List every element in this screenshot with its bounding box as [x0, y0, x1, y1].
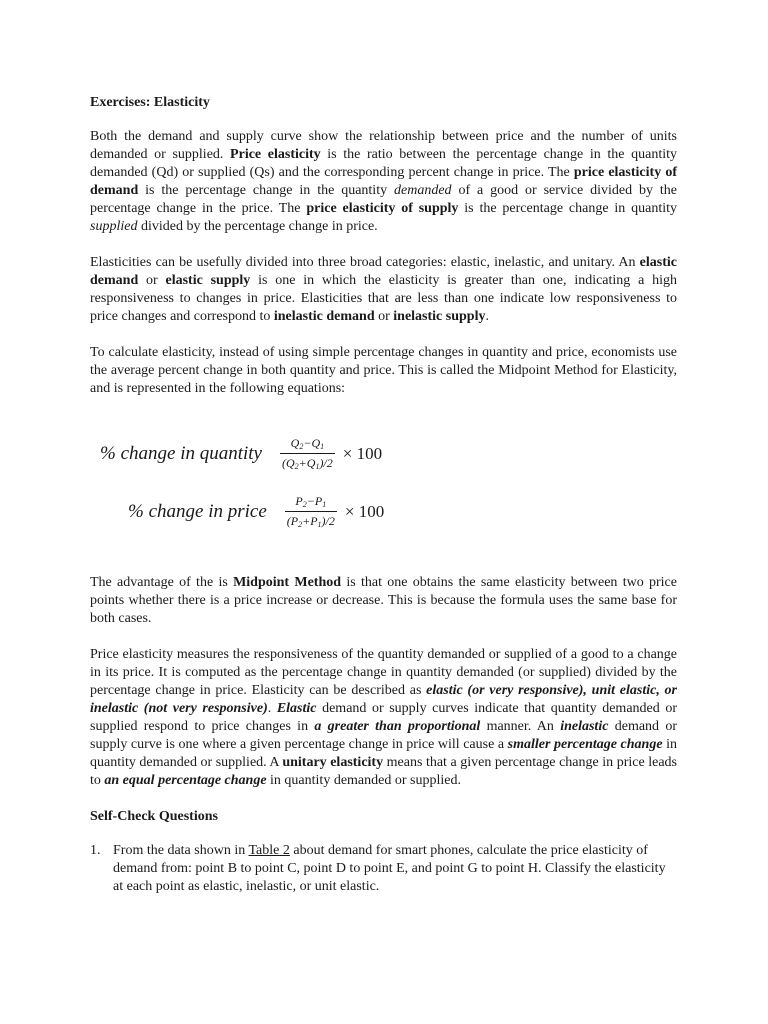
text: in quantity demanded or supplied.	[266, 773, 461, 788]
var: (Q	[282, 456, 295, 470]
var: Q	[311, 436, 321, 450]
term-unitary-elasticity: unitary elasticity	[282, 755, 384, 770]
operator: +Q	[298, 456, 316, 470]
paragraph-midpoint-advantage	[90, 574, 677, 628]
denominator	[285, 511, 337, 529]
question-item	[90, 842, 677, 896]
subscript: 1	[322, 500, 327, 509]
emphasis-greater-than-proportional: a greater than proportional	[314, 719, 481, 734]
operator: −	[303, 436, 312, 450]
subscript: 1	[320, 442, 325, 451]
text: or	[374, 309, 394, 324]
var: )/2	[321, 514, 335, 528]
denominator	[280, 453, 335, 471]
term-elastic-demand: elastic demand	[90, 255, 677, 288]
emphasis-elastic: Elastic	[276, 701, 317, 716]
text: is one in which the elasticity is greater than one, indicating a high responsiveness to changes in price. Elasticities that are less than one indicate low responsiveness to price changes and correspond to	[90, 273, 677, 324]
subscript: 2	[298, 520, 303, 529]
term-price-elasticity-of-supply: price elasticity of supply	[306, 201, 459, 216]
operator: −	[306, 494, 315, 508]
text: .	[485, 309, 489, 324]
term-price-elasticity-of-demand: price elasticity of demand	[90, 165, 677, 198]
var: P	[295, 494, 303, 508]
emphasis-smaller-percentage-change: smaller percentage change	[507, 737, 663, 752]
numerator	[293, 494, 328, 511]
text: divided by the percentage change in price.	[137, 219, 378, 234]
numerator	[289, 436, 326, 453]
term-inelastic-supply: inelastic supply	[393, 309, 486, 324]
term-inelastic-demand: inelastic demand	[273, 309, 375, 324]
table-2-link[interactable]: Table 2	[248, 843, 290, 858]
document-page	[90, 94, 677, 896]
text: about demand for smart phones, calculate the price elasticity of demand from: point B to point C, point D to point E, and point G to point H. Classify the elasticity at each point as elastic, inelastic, or unit elastic.	[113, 843, 666, 894]
text: .	[267, 701, 277, 716]
subscript: 2	[299, 442, 304, 451]
term-elastic-supply: elastic supply	[165, 273, 251, 288]
text: The advantage of the is	[90, 575, 234, 590]
subscript: 2	[294, 462, 299, 471]
text: of a good or service divided by the percentage change in the price. The	[90, 183, 677, 216]
emphasis-equal-percentage-change: an equal percentage change	[104, 773, 267, 788]
text: Both the demand and supply curve show the relationship between price and the number of units demanded or supplied.	[90, 129, 677, 162]
emphasis-demanded: demanded	[394, 183, 452, 198]
text: manner. An	[480, 719, 561, 734]
fraction	[285, 494, 337, 529]
equation-price	[128, 494, 384, 529]
fraction	[280, 436, 335, 471]
subscript: 1	[317, 520, 322, 529]
text: demand or supply curve is one where a given percentage change in price will cause a	[90, 719, 677, 752]
emphasis-inelastic: inelastic	[560, 719, 609, 734]
paragraph-categories	[90, 254, 677, 326]
text: Elasticities can be usefully divided into three broad categories: elastic, inelastic, and unitary. An	[90, 255, 640, 270]
text: demand or supply curves indicate that quantity demanded or supplied respond to price changes in	[90, 701, 677, 734]
text: is the ratio between the percentage change in the quantity demanded (Qd) or supplied (Qs) and the corresponding percent change in price. The	[90, 147, 677, 180]
equation-label: % change in quantity	[100, 442, 262, 464]
var: (P	[286, 514, 299, 528]
text: means that a given percentage change in price leads to	[90, 755, 677, 788]
document-title: Exercises: Elasticity	[90, 95, 210, 110]
subscript: 1	[315, 462, 320, 471]
equation-label: % change in price	[128, 500, 267, 522]
paragraph-definitions	[90, 128, 677, 236]
text: From the data shown in	[113, 843, 249, 858]
var: Q	[290, 436, 300, 450]
text: is the percentage change in the quantity	[138, 183, 394, 198]
text: Price elasticity measures the responsiveness of the quantity demanded or supplied of a good to a change in its price. It is computed as the percentage change in quantity demanded (or supplied) divided by the percentage change in price. Elasticity can be described as	[90, 647, 677, 698]
text: is that one obtains the same elasticity between two price points whether there is a price increase or decrease. This is because the formula uses the same base for both cases.	[90, 575, 677, 626]
paragraph-responsiveness	[90, 646, 677, 790]
operator: +P	[302, 514, 318, 528]
text: or	[138, 273, 166, 288]
self-check-questions	[90, 842, 677, 896]
text: is the percentage change in quantity	[458, 201, 678, 216]
question-number: 1.	[90, 843, 101, 858]
var: )/2	[319, 456, 333, 470]
times-100: × 100	[344, 501, 385, 521]
subscript: 2	[302, 500, 307, 509]
term-midpoint-method: Midpoint Method	[233, 575, 342, 590]
emphasis-supplied: supplied	[90, 219, 138, 234]
equation-quantity	[100, 436, 382, 471]
self-check-heading: Self-Check Questions	[90, 809, 218, 824]
emphasis-elasticity-types: elastic (or very responsive), unit elastic, or inelastic (not very responsive)	[90, 683, 678, 716]
times-100: × 100	[342, 443, 383, 463]
paragraph-midpoint-intro: To calculate elasticity, instead of using simple percentage changes in quantity and price, economists use the average percent change in both quantity and price. This is called the Midpoint Method for Elasticity, and is represented in the following equations:	[90, 345, 677, 396]
var: P	[314, 494, 323, 508]
question-text	[113, 842, 677, 896]
text: in quantity demanded or supplied. A	[90, 737, 678, 770]
term-price-elasticity: Price elasticity	[230, 147, 321, 162]
equations-block	[90, 416, 677, 566]
